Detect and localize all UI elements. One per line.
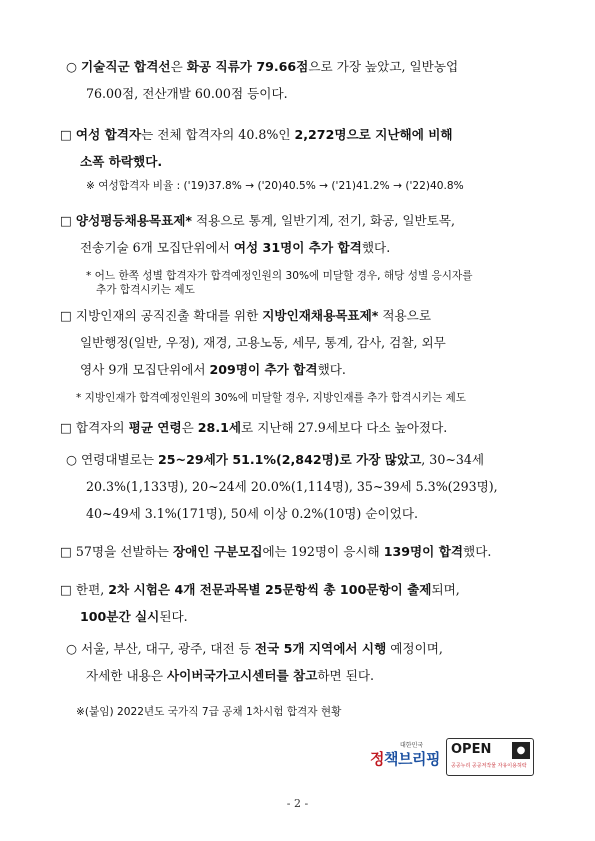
bold-text: 2,272명으로 지난해에 비해 (294, 127, 453, 142)
text-line (60, 415, 447, 441)
text-line (60, 539, 491, 565)
circle-bullet-icon: ○ (66, 452, 77, 467)
text-segment: 서울, 부산, 대구, 광주, 대전 등 (77, 641, 255, 656)
bold-text: 평균 연령 (128, 420, 182, 435)
checkbox-bullet-icon: □ (60, 544, 72, 559)
text-line (60, 122, 453, 148)
circle-bullet-icon: ○ (66, 641, 77, 656)
bold-text: 209명이 추가 합격 (209, 362, 318, 377)
open-label: OPEN (451, 742, 492, 757)
text-segment: 적용으로 통계, 일반기계, 전기, 화공, 일반토목, (192, 213, 456, 228)
open-license-badge (446, 738, 534, 776)
text-line (86, 474, 498, 500)
text-segment: 영사 9개 모집단위에서 (80, 362, 210, 377)
bold-text: 사이버국가고시센터를 참고 (167, 668, 318, 683)
text-segment: 연령대별로는 (77, 452, 158, 467)
footnote: * 어느 한쪽 성별 합격자가 합격예정인원의 30%에 미달할 경우, 해당 성별 응시자를 (86, 270, 473, 282)
text-line (66, 54, 458, 80)
text-line (60, 577, 460, 603)
text-segment: 예정이며, (386, 641, 443, 656)
bold-text: 양성평등채용목표제* (75, 213, 192, 228)
text-line (80, 604, 188, 630)
text-segment: 전송기술 6개 모집단위에서 (80, 240, 234, 255)
text-segment: 으로 가장 높았고, 일반농업 (308, 59, 459, 74)
text-segment: 은 (181, 420, 198, 435)
bold-text: 화공 직류가 79.66점 (186, 59, 309, 74)
text-segment: 20.3%(1,133명), 20~24세 20.0%(1,114명), 35~39세 5.3%(293명), (86, 479, 498, 494)
text-line (86, 663, 374, 689)
logo-small-text: 대한민국 (400, 742, 424, 749)
text-line (80, 235, 390, 261)
text-segment: 40~49세 3.1%(171명), 50세 이상 0.2%(10명) 순이었다. (86, 506, 419, 521)
bold-text: 139명이 합격 (383, 544, 464, 559)
text-segment: 57명을 선발하는 (71, 544, 173, 559)
bold-text: 여성 합격자 (75, 127, 142, 142)
text-segment: 로 지난해 27.9세보다 다소 높아졌다. (241, 420, 448, 435)
checkbox-bullet-icon: □ (60, 582, 72, 597)
footnote: * 지방인재가 합격예정인원의 30%에 미달할 경우, 지방인재를 추가 합격시키는 제도 (76, 392, 466, 404)
policy-briefing-logo (370, 740, 442, 774)
text-segment: 했다. (463, 544, 492, 559)
footnote: 추가 합격시키는 제도 (96, 284, 195, 296)
text-segment: 한편, (71, 582, 109, 597)
footnote: ※(붙임) 2022년도 국가직 7급 공채 1차시험 합격자 현황 (76, 706, 342, 718)
text-segment: 76.00점, 전산개발 60.00점 등이다. (86, 86, 288, 101)
checkbox-bullet-icon: □ (60, 308, 72, 323)
circle-bullet-icon: ○ (66, 59, 77, 74)
text-segment: 합격자의 (71, 420, 129, 435)
bold-text: 전국 5개 지역에서 시행 (254, 641, 387, 656)
text-segment: , 30~34세 (421, 452, 485, 467)
text-line (60, 303, 431, 329)
text-line (80, 149, 162, 175)
bold-text: 28.1세 (197, 420, 242, 435)
text-segment: 되며, (431, 582, 460, 597)
bold-text: 여성 31명이 추가 합격 (233, 240, 362, 255)
text-segment: 적용으로 (378, 308, 431, 323)
bold-text: 기술직군 합격선 (81, 59, 171, 74)
text-segment: 일반행정(일반, 우정), 재경, 고용노동, 세무, 통계, 감사, 검찰, 외무 (80, 335, 446, 350)
text-line (80, 357, 346, 383)
open-sub-label: 공공누리 공공저작물 자유이용허락 (451, 763, 527, 769)
footnote: ※ 여성합격자 비율 : ('19)37.8% → ('20)40.5% → ('21)41.2% → ('22)40.8% (86, 180, 464, 192)
bold-text: 100분간 실시 (80, 609, 160, 624)
bold-text: 소폭 하락했다. (80, 154, 163, 169)
text-segment: 하면 된다. (317, 668, 375, 683)
text-segment: 는 전체 합격자의 40.8%인 (141, 127, 295, 142)
checkbox-bullet-icon: □ (60, 213, 72, 228)
person-icon: ● (512, 742, 530, 759)
checkbox-bullet-icon: □ (60, 127, 72, 142)
text-line (66, 636, 443, 662)
text-line (80, 330, 446, 356)
text-segment: 에는 192명이 응시해 (262, 544, 384, 559)
text-segment: 했다. (317, 362, 346, 377)
text-segment: 은 (170, 59, 187, 74)
text-line (86, 501, 418, 527)
page-number: - 2 - (286, 797, 309, 810)
logo-main-text: 정책브리핑 (370, 750, 440, 768)
text-line (86, 81, 288, 107)
checkbox-bullet-icon: □ (60, 420, 72, 435)
text-segment: 지방인재의 공직진출 확대를 위한 (71, 308, 263, 323)
bold-text: 장애인 구분모집 (172, 544, 263, 559)
text-line (60, 208, 455, 234)
bold-text: 2차 시험은 4개 전문과목별 25문항씩 총 100문항이 출제 (108, 582, 432, 597)
text-line (66, 447, 484, 473)
text-segment: 된다. (159, 609, 188, 624)
text-segment: 했다. (361, 240, 391, 255)
bold-text: 25~29세가 51.1%(2,842명)로 가장 많았고 (158, 452, 422, 467)
bold-text: 지방인재채용목표제* (262, 308, 379, 323)
text-segment: 자세한 내용은 (86, 668, 167, 683)
